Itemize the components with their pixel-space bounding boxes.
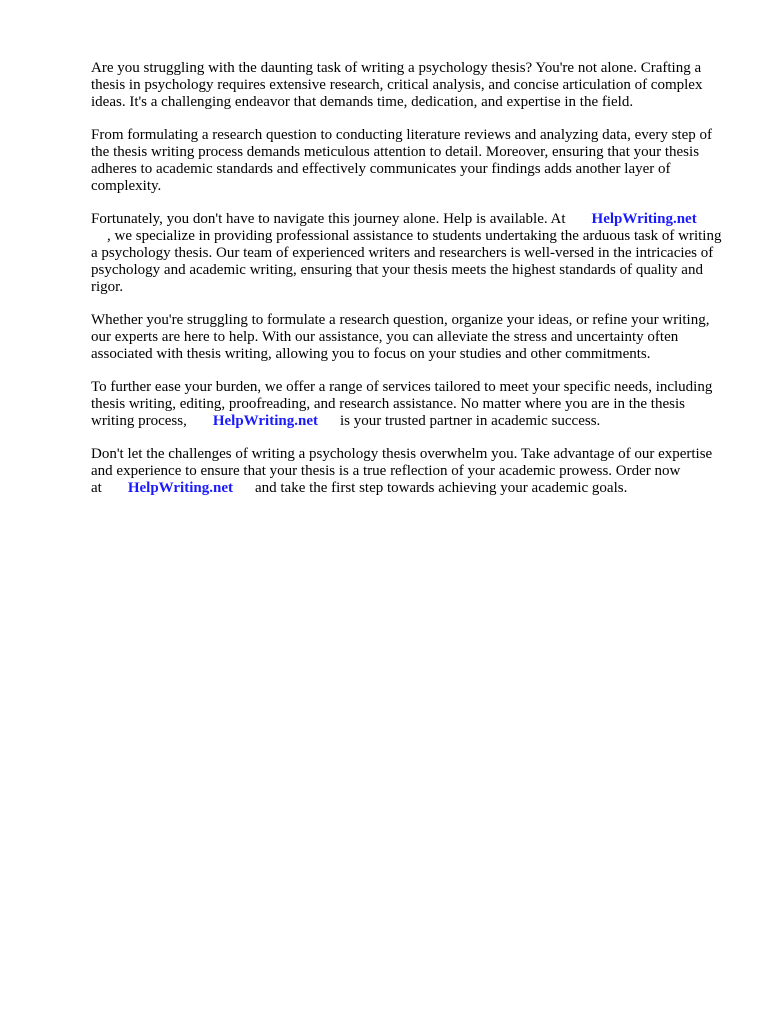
paragraph-services-text-after: is your trusted partner in academic success. [339, 413, 601, 429]
paragraph-intro [91, 60, 723, 111]
paragraph-order-text-after: and take the first step towards achieving your academic goals. [254, 480, 628, 496]
paragraph-help-text-before: Fortunately, you don't have to navigate this journey alone. Help is available. At [91, 211, 566, 227]
paragraph-help [91, 211, 723, 296]
document-body [91, 60, 723, 513]
paragraph-process-text: From formulating a research question to conducting literature reviews and analyzing data, every step of the thesis writing process demands meticulous attention to detail. Moreover, ensuring that your thesis adheres to academic standards and effectively communicates your findings adds another layer of complexity. [91, 127, 713, 194]
paragraph-services-text-before: To further ease your burden, we offer a range of services tailored to meet your specific needs, including thesis writing, editing, proofreading, and research assistance. No matter where you are in the thesis writing process, [91, 379, 713, 429]
paragraph-services [91, 379, 723, 430]
paragraph-order-text-before: Don't let the challenges of writing a psychology thesis overwhelm you. Take advantage of our expertise and experience to ensure that your thesis is a true reflection of your academic prowess. Order now at [91, 446, 713, 496]
helpwriting-link-2[interactable]: HelpWriting.net [212, 413, 318, 429]
helpwriting-link-1[interactable]: HelpWriting.net [591, 211, 697, 227]
paragraph-process [91, 127, 723, 195]
helpwriting-link-3[interactable]: HelpWriting.net [127, 480, 233, 496]
paragraph-intro-text: Are you struggling with the daunting task of writing a psychology thesis? You're not alone. Crafting a thesis in psychology requires extensive research, critical analysis, and concise articulation of complex ideas. It's a challenging endeavor that demands time, dedication, and expertise in the field. [91, 60, 703, 110]
paragraph-experts-text: Whether you're struggling to formulate a research question, organize your ideas, or refine your writing, our experts are here to help. With our assistance, you can alleviate the stress and uncertainty often associated with thesis writing, allowing you to focus on your studies and other commitments. [91, 312, 710, 362]
paragraph-experts [91, 312, 723, 363]
paragraph-help-text-after: , we specialize in providing professional assistance to students undertaking the arduous task of writing a psychology thesis. Our team of experienced writers and researchers is well-versed in the intricacies of psychology and academic writing, ensuring that your thesis meets the highest standards of quality and rigor. [91, 228, 722, 295]
paragraph-order [91, 446, 723, 497]
